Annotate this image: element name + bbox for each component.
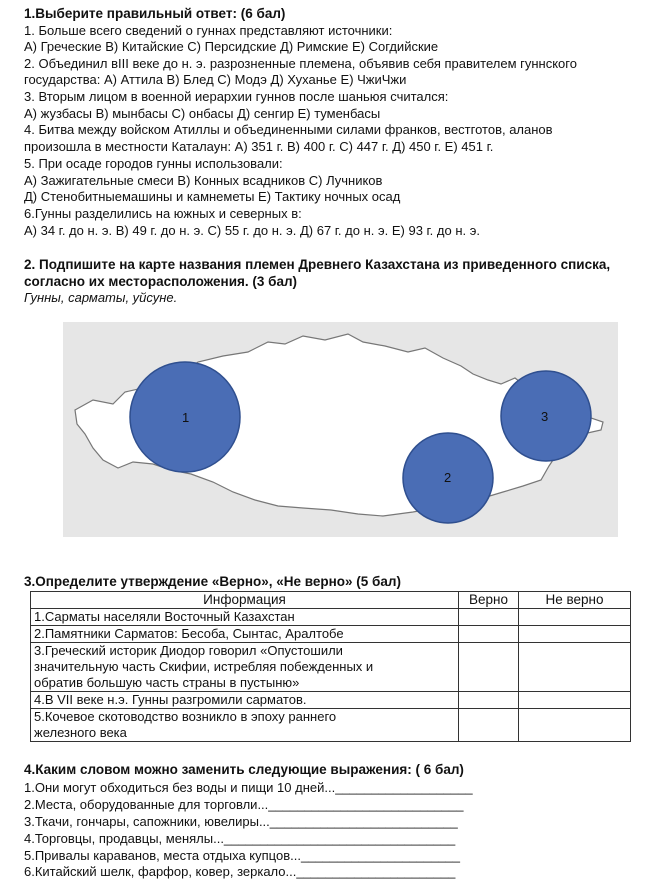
statement-3: 3.Греческий историк Диодор говорил «Опустошили значительную часть Скифии, истребляя побежденных и обратив большую часть страны в пустыню»	[31, 643, 459, 692]
statement-5: 5.Кочевое скотоводство возникло в эпоху раннего железного века	[31, 709, 459, 742]
blank-line-4[interactable]: 4.Торговцы, продавцы, менялы...________________________________	[24, 831, 456, 846]
statement-4: 4.В VII веке н.э. Гунны разгромили сарматов.	[31, 692, 459, 709]
q4-options: произошла в местности Каталаун: А) 351 г. В) 400 г. С) 447 г. Д) 450 г. Е) 451 г.	[24, 139, 494, 154]
blank-line-3[interactable]: 3.Ткачи, гончары, сапожники, ювелиры...__________________________	[24, 814, 458, 829]
section2-title-1: 2. Подпишите на карте названия племен Древнего Казахстана из приведенного списка,	[24, 257, 611, 272]
q1-text: 1. Больше всего сведений о гуннах представляют источники:	[24, 23, 393, 38]
kazakhstan-map	[63, 322, 618, 537]
table-row	[31, 692, 631, 709]
true-cell[interactable]	[459, 626, 519, 643]
q5-text: 5. При осаде городов гунны использовали:	[24, 156, 283, 171]
header-true: Верно	[459, 592, 519, 609]
true-cell[interactable]	[459, 692, 519, 709]
q3-options: А) жузбасы В) мынбасы С) онбасы Д) сенгир Е) туменбасы	[24, 106, 381, 121]
section3-title: 3.Определите утверждение «Верно», «Не верно» (5 бал)	[24, 574, 401, 589]
true-cell[interactable]	[459, 643, 519, 692]
marker-2-label: 2	[444, 470, 452, 485]
false-cell[interactable]	[519, 709, 631, 742]
q4-text: 4. Битва между войском Атиллы и объединенными силами франков, вестготов, аланов	[24, 122, 553, 137]
false-cell[interactable]	[519, 609, 631, 626]
true-false-table	[30, 591, 631, 742]
table-row	[31, 626, 631, 643]
header-false: Не верно	[519, 592, 631, 609]
header-info: Информация	[31, 592, 459, 609]
q2-text: 2. Объединил вIII веке до н. э. разрозненные племена, объявив себя правителем гуннского	[24, 56, 577, 71]
section4-title: 4.Каким словом можно заменить следующие выражения: ( 6 бал)	[24, 762, 464, 777]
q1-options: А) Греческие В) Китайские С) Персидские Д) Римские Е) Согдийские	[24, 39, 439, 54]
statement-1: 1.Сарматы населяли Восточный Казахстан	[31, 609, 459, 626]
q6-text: 6.Гунны разделились на южных и северных в:	[24, 206, 302, 221]
table-row	[31, 609, 631, 626]
section2-title-2: согласно их месторасположения. (3 бал)	[24, 274, 298, 289]
true-cell[interactable]	[459, 709, 519, 742]
false-cell[interactable]	[519, 626, 631, 643]
table-header-row	[31, 592, 631, 609]
blank-line-5[interactable]: 5.Привалы караванов, места отдыха купцов...______________________	[24, 848, 461, 863]
false-cell[interactable]	[519, 643, 631, 692]
marker-1-label: 1	[182, 410, 190, 425]
q5-options-b: Д) Стенобитныемашины и камнеметы Е) Тактику ночных осад	[24, 189, 401, 204]
false-cell[interactable]	[519, 692, 631, 709]
section1-title: 1.Выберите правильный ответ: (6 бал)	[24, 6, 286, 21]
marker-3-label: 3	[541, 409, 549, 424]
tribes-list: Гунны, сарматы, уйсуне.	[24, 290, 178, 305]
q5-options-a: А) Зажигательные смеси В) Конных всадников С) Лучников	[24, 173, 383, 188]
blank-line-2[interactable]: 2.Места, оборудованные для торговли...___________________________	[24, 797, 464, 812]
q3-text: 3. Вторым лицом в военной иерархии гуннов после шаньюя считался:	[24, 89, 449, 104]
q2-options: государства: А) Аттила В) Блед С) Модэ Д) Хуханье Е) ЧжиЧжи	[24, 72, 407, 87]
table-row	[31, 709, 631, 742]
q6-options: А) 34 г. до н. э. В) 49 г. до н. э. С) 55 г. до н. э. Д) 67 г. до н. э. Е) 93 г. до н. э.	[24, 223, 480, 238]
table-row	[31, 643, 631, 692]
statement-2: 2.Памятники Сарматов: Бесоба, Сынтас, Аралтобе	[31, 626, 459, 643]
true-cell[interactable]	[459, 609, 519, 626]
blank-line-6[interactable]: 6.Китайский шелк, фарфор, ковер, зеркало...______________________	[24, 864, 456, 879]
blank-line-1[interactable]: 1.Они могут обходиться без воды и пищи 10 дней...___________________	[24, 780, 473, 795]
